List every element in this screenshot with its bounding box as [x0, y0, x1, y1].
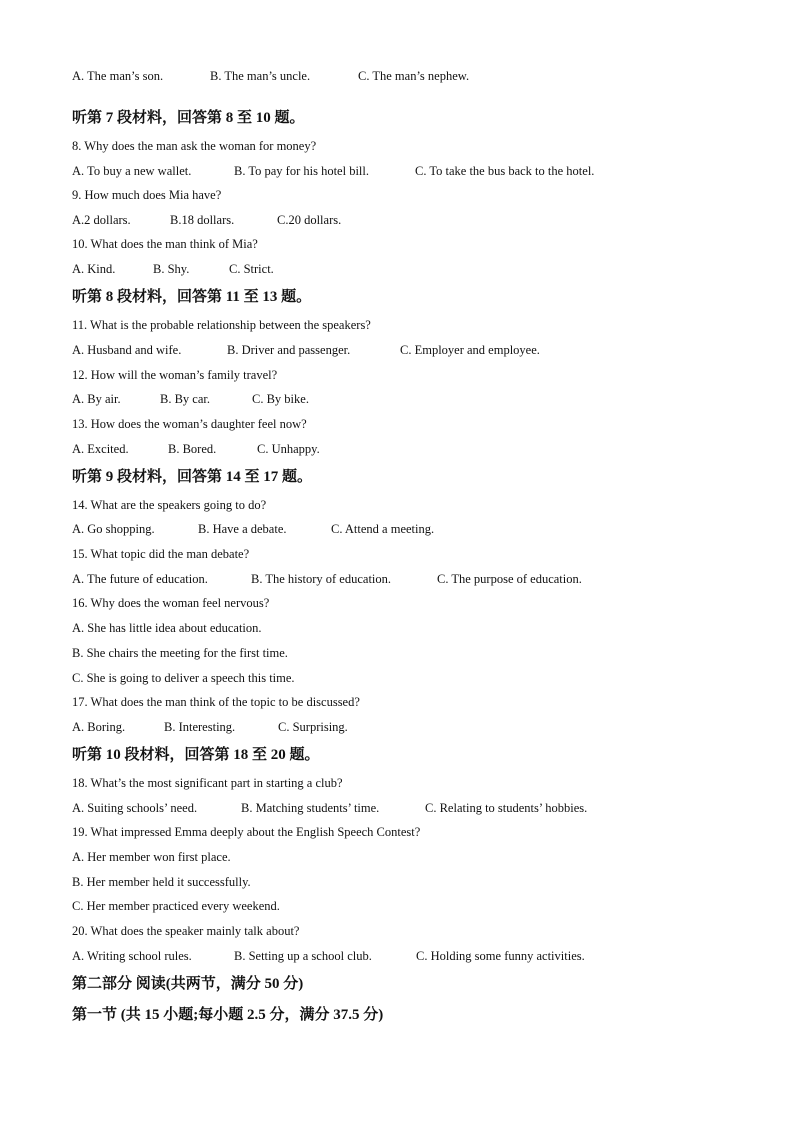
option-c: C. Surprising.: [278, 720, 348, 734]
question-text: 18. What’s the most significant part in starting a club?: [72, 776, 343, 790]
option-b: B. The history of education.: [251, 572, 392, 586]
option-a: A. To buy a new wallet.: [72, 164, 192, 178]
option-c: C. The purpose of education.: [437, 572, 582, 586]
option-c: C. By bike.: [252, 392, 309, 406]
option-a: A. Boring.: [72, 720, 126, 734]
option-c: C. Employer and employee.: [400, 343, 540, 357]
option-a: A. The future of education.: [72, 572, 208, 586]
option-c: C. Holding some funny activities.: [416, 949, 585, 963]
option-a: A. Husband and wife.: [72, 343, 182, 357]
question-text: 9. How much does Mia have?: [72, 188, 222, 202]
question-text: 14. What are the speakers going to do?: [72, 498, 267, 512]
option-c: C. Relating to students’ hobbies.: [425, 801, 588, 815]
option-a: A. Kind.: [72, 262, 116, 276]
option-b: B. Matching students’ time.: [241, 801, 380, 815]
option-c: C. Strict.: [229, 262, 274, 276]
section-heading: 听第 7 段材料，回答第 8 至 10 题。: [72, 110, 305, 126]
section-heading: 听第 9 段材料，回答第 14 至 17 题。: [72, 469, 313, 485]
option-b: B. To pay for his hotel bill.: [234, 164, 369, 178]
question-text: 12. How will the woman’s family travel?: [72, 368, 278, 382]
option-a: A. Suiting schools’ need.: [72, 801, 198, 815]
option-c: C. Unhappy.: [257, 442, 320, 456]
option-c: C. She is going to deliver a speech this time.: [72, 671, 295, 685]
option-b: B.18 dollars.: [170, 213, 235, 227]
option-b: B. Her member held it successfully.: [72, 875, 251, 889]
option-a: A. Go shopping.: [72, 522, 155, 536]
question-text: 13. How does the woman’s daughter feel now?: [72, 417, 307, 431]
question-text: 15. What topic did the man debate?: [72, 547, 250, 561]
question-text: 8. Why does the man ask the woman for money?: [72, 139, 317, 153]
option-b: B. Interesting.: [164, 720, 236, 734]
option-b: B. The man’s uncle.: [210, 69, 311, 83]
option-b: B. Driver and passenger.: [227, 343, 351, 357]
option-b: B. Have a debate.: [198, 522, 287, 536]
question-text: 19. What impressed Emma deeply about the English Speech Contest?: [72, 825, 421, 839]
option-a: A. Excited.: [72, 442, 129, 456]
option-c: C.20 dollars.: [277, 213, 342, 227]
option-a: A. Writing school rules.: [72, 949, 192, 963]
option-a: A. By air.: [72, 392, 121, 406]
option-b: B. Shy.: [153, 262, 190, 276]
question-text: 17. What does the man think of the topic to be discussed?: [72, 695, 360, 709]
option-c: C. Her member practiced every weekend.: [72, 899, 280, 913]
question-text: 11. What is the probable relationship between the speakers?: [72, 318, 371, 332]
option-a: A. The man’s son.: [72, 69, 164, 83]
option-b: B. Setting up a school club.: [234, 949, 372, 963]
option-c: C. To take the bus back to the hotel.: [415, 164, 595, 178]
option-a: A. She has little idea about education.: [72, 621, 262, 635]
option-c: C. The man’s nephew.: [358, 69, 470, 83]
option-c: C. Attend a meeting.: [331, 522, 435, 536]
section-heading: 听第 10 段材料，回答第 18 至 20 题。: [72, 747, 320, 763]
question-text: 10. What does the man think of Mia?: [72, 237, 258, 251]
option-a: A. Her member won first place.: [72, 850, 231, 864]
option-b: B. She chairs the meeting for the first time.: [72, 646, 288, 660]
option-b: B. Bored.: [168, 442, 217, 456]
question-text: 16. Why does the woman feel nervous?: [72, 596, 270, 610]
part-heading: 第二部分 阅读(共两节，满分 50 分): [72, 976, 304, 992]
option-a: A.2 dollars.: [72, 213, 131, 227]
question-text: 20. What does the speaker mainly talk about?: [72, 924, 300, 938]
option-b: B. By car.: [160, 392, 210, 406]
section-heading: 听第 8 段材料，回答第 11 至 13 题。: [72, 289, 312, 305]
section-heading: 第一节 (共 15 小题;每小题 2.5 分，满分 37.5 分): [72, 1007, 384, 1023]
